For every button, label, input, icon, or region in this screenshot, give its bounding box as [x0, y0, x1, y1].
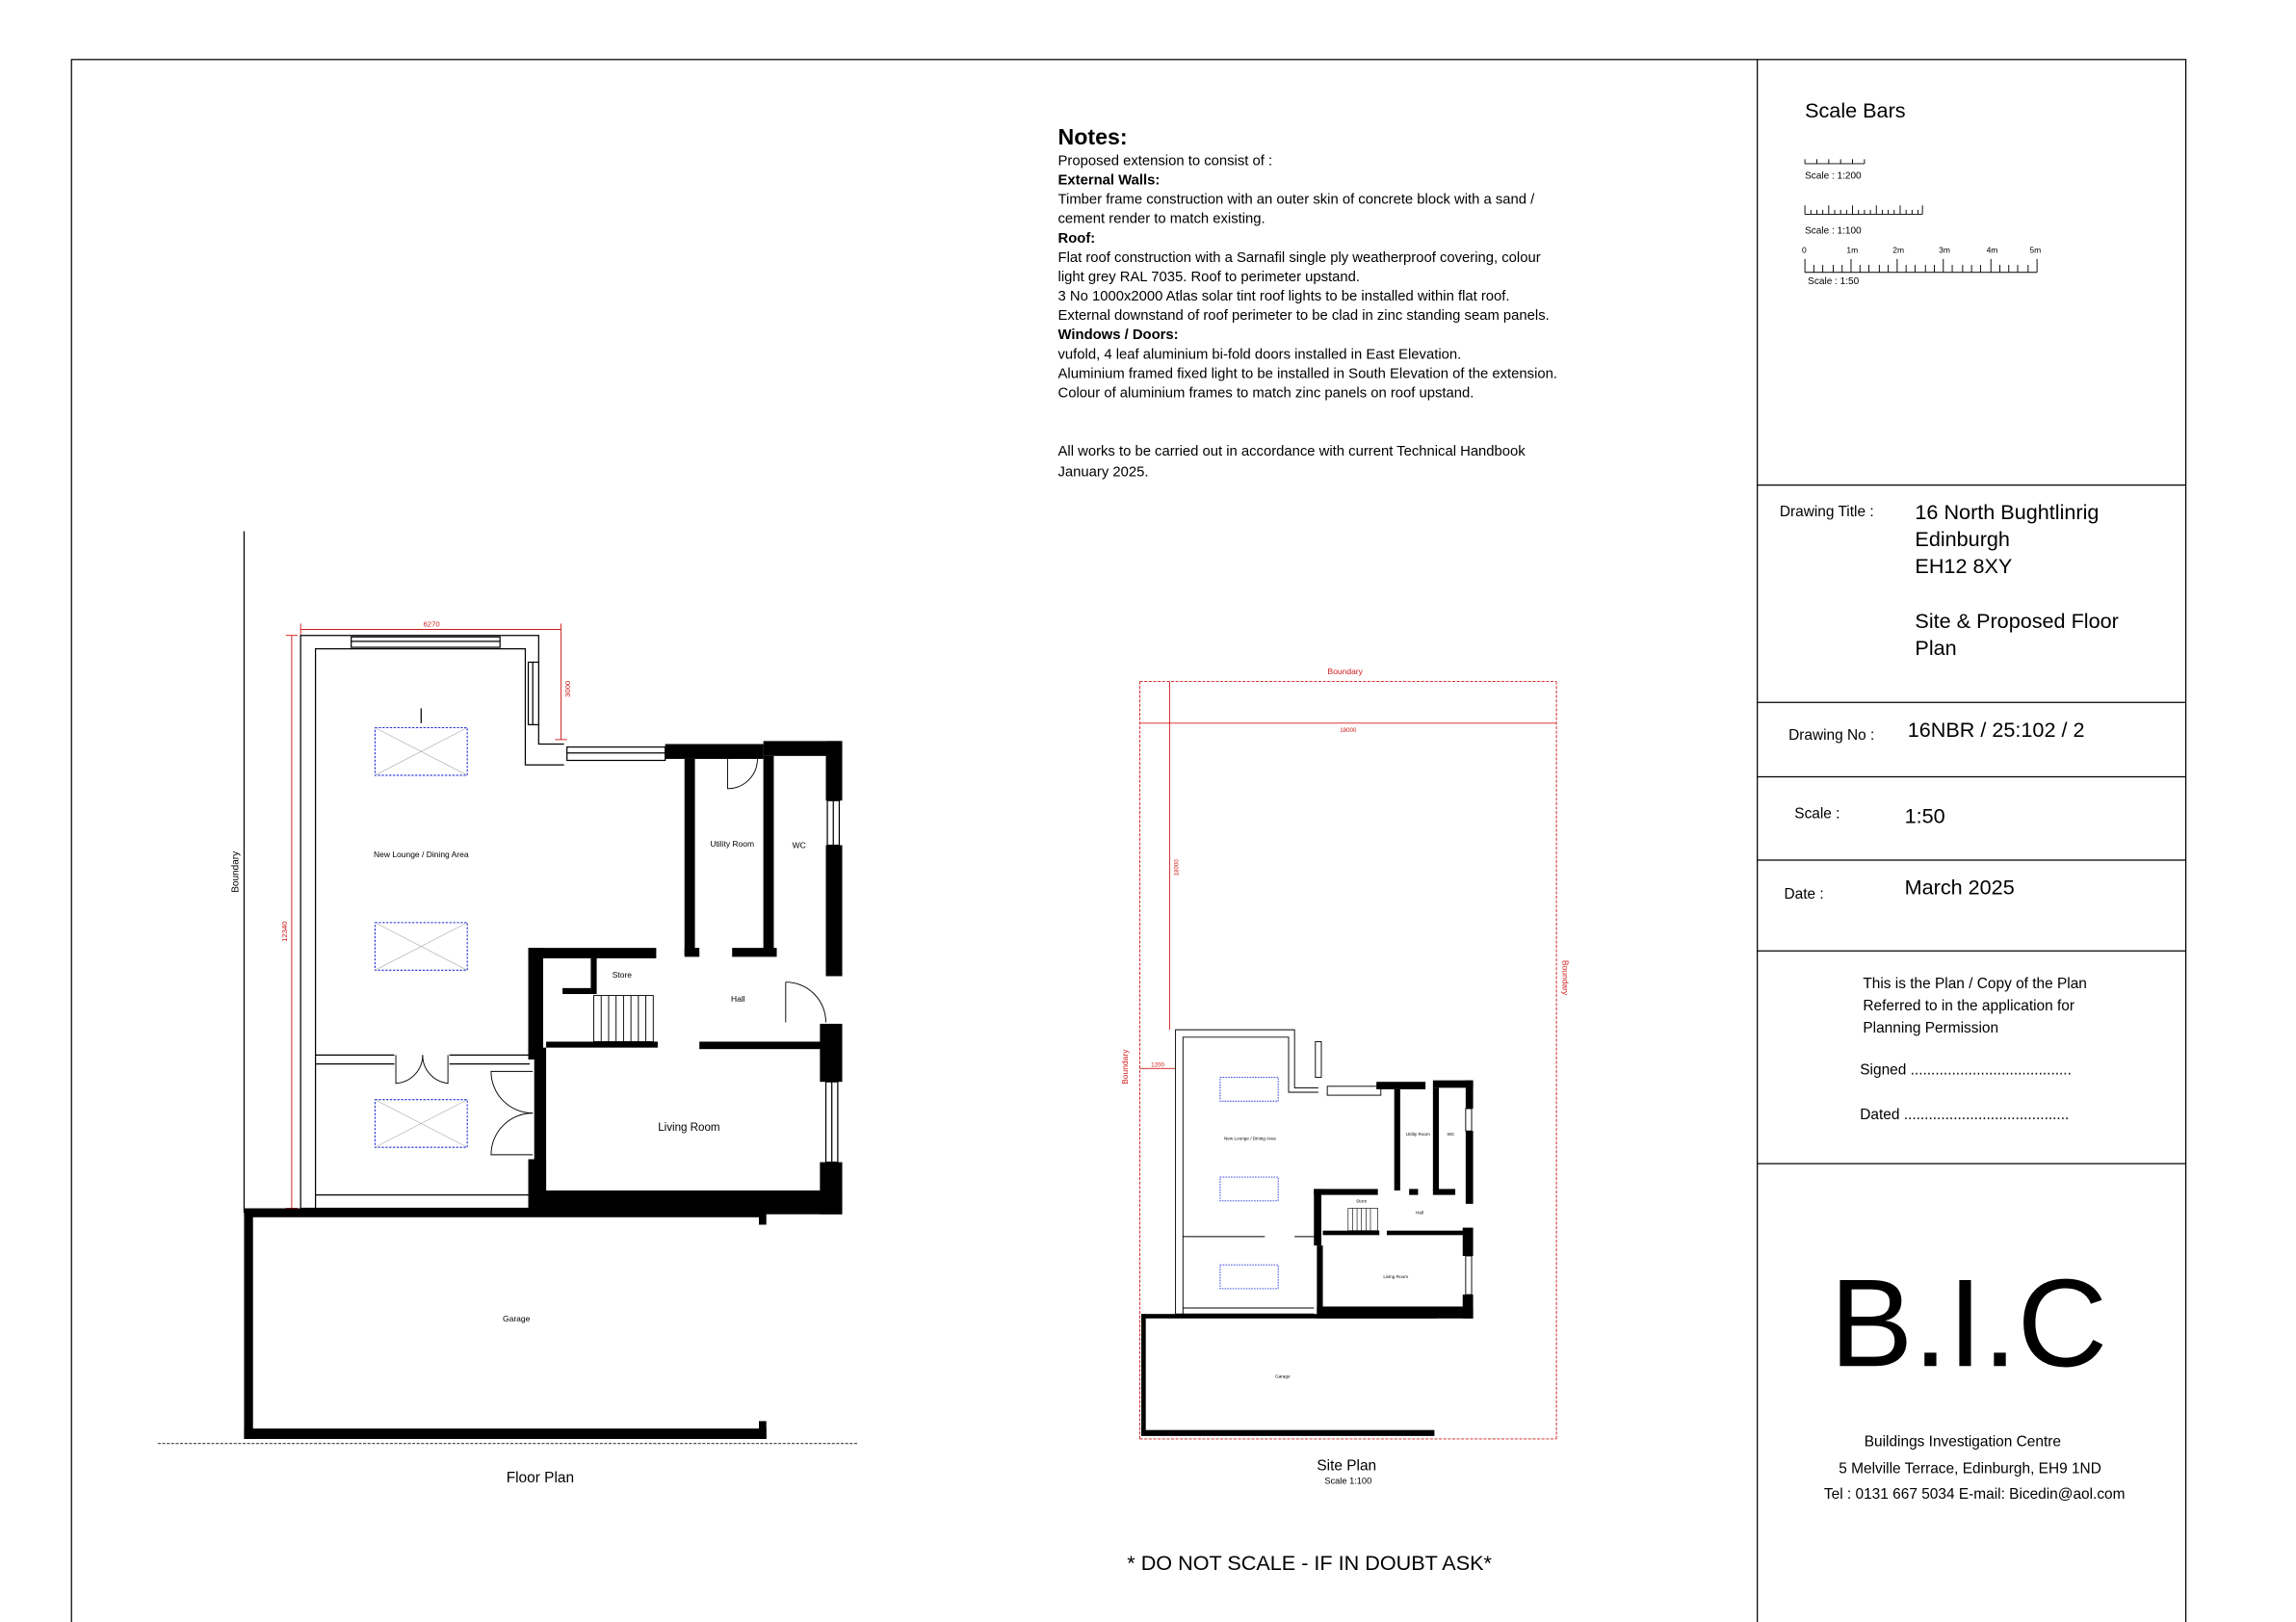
room-label-store: Store: [612, 970, 632, 981]
drawing-title-label: Drawing Title :: [1779, 504, 1874, 521]
site-room-label: Living Room: [1383, 1274, 1409, 1280]
notes-windows-heading: Windows / Doors:: [1057, 327, 1179, 344]
do-not-scale-warning: * DO NOT SCALE - IF IN DOUBT ASK*: [1127, 1550, 1492, 1575]
notes-intro: Proposed extension to consist of :: [1057, 153, 1273, 170]
scale-tick-label: 3m: [1939, 245, 1950, 255]
signed-line: Signed .......................................: [1860, 1061, 2072, 1079]
notes-footer-line: All works to be carried out in accordance with current Technical Handbook: [1057, 443, 1526, 459]
date-value: March 2025: [1904, 875, 2015, 900]
notes-line: vufold, 4 leaf aluminium bi-fold doors installed in East Elevation.: [1057, 347, 1462, 363]
drawing-title-line: Site & Proposed Floor: [1915, 608, 2119, 633]
room-label-hall: Hall: [731, 993, 745, 1004]
scale-value: 1:50: [1904, 803, 1945, 828]
notes-external-walls-heading: External Walls:: [1057, 172, 1161, 189]
scale-bar-1-100-label: Scale : 1:100: [1805, 225, 1862, 237]
dimension-label: 6270: [423, 619, 440, 629]
notes-line: External downstand of roof perimeter to be clad in zinc standing seam panels.: [1057, 308, 1550, 325]
notes-line: light grey RAL 7035. Roof to perimeter upstand.: [1057, 269, 1361, 285]
notes-line: Timber frame construction with an outer skin of concrete block with a sand /: [1057, 192, 1535, 208]
site-room-label: New Lounge / Dining Area: [1223, 1136, 1276, 1141]
room-label-lounge: New Lounge / Dining Area: [374, 849, 469, 859]
drawing-no: 16NBR / 25:102 / 2: [1907, 717, 2085, 742]
notes-line: Flat roof construction with a Sarnafil single ply weatherproof covering, colour: [1057, 249, 1541, 266]
approval-line: Referred to in the application for: [1863, 998, 2075, 1015]
room-label-living: Living Room: [658, 1122, 720, 1135]
notes-line: cement render to match existing.: [1057, 211, 1265, 227]
site-room-label: Hall: [1415, 1210, 1423, 1216]
drawing-title-line: 16 North Bughtlinrig: [1915, 500, 2100, 525]
site-boundary-label: Boundary: [1120, 1049, 1131, 1085]
scale-label: Scale :: [1794, 805, 1840, 823]
notes-roof-heading: Roof:: [1057, 230, 1096, 247]
scale-tick-label: 0: [1802, 245, 1807, 255]
site-plan-caption: Site Plan: [1317, 1457, 1377, 1475]
dimension-label: 18000: [1340, 727, 1357, 735]
room-label-utility: Utility Room: [710, 839, 755, 850]
scale-bar-1-50-label: Scale : 1:50: [1808, 276, 1860, 288]
scale-bars-title: Scale Bars: [1805, 98, 1906, 123]
approval-line: Planning Permission: [1863, 1020, 1999, 1037]
notes-line: Aluminium framed fixed light to be installed in South Elevation of the extension.: [1057, 366, 1557, 382]
site-boundary-label: Boundary: [1327, 666, 1363, 676]
scale-tick-label: 4m: [1986, 245, 1998, 255]
site-plan-scale: Scale 1:100: [1324, 1476, 1372, 1486]
scale-tick-label: 5m: [2029, 245, 2042, 255]
dimension-label: 12340: [280, 921, 290, 942]
company-name: Buildings Investigation Centre: [1864, 1433, 2061, 1451]
room-label-wc: WC: [792, 840, 806, 850]
drawing-title-line: Edinburgh: [1915, 526, 2010, 551]
dated-line: Dated ........................................: [1860, 1106, 2070, 1123]
scale-tick-label: 2m: [1892, 245, 1905, 255]
site-room-label: Utility Room: [1405, 1131, 1430, 1137]
scale-tick-label: 1m: [1846, 245, 1859, 255]
drawing-title-line: Plan: [1915, 635, 1957, 660]
dimension-label: 1200: [1151, 1061, 1164, 1069]
scale-bar-1-200-label: Scale : 1:200: [1805, 170, 1862, 182]
approval-line: This is the Plan / Copy of the Plan: [1863, 975, 2087, 992]
site-boundary-label: Boundary: [1560, 959, 1571, 996]
site-room-label: Garage: [1275, 1373, 1291, 1379]
floor-plan-caption: Floor Plan: [506, 1469, 575, 1486]
drawing-title-line: EH12 8XY: [1915, 553, 2013, 578]
drawing-no-label: Drawing No :: [1788, 726, 1875, 744]
site-room-label: WC: [1447, 1131, 1455, 1137]
room-label-garage: Garage: [503, 1313, 531, 1323]
notes-footer-line: January 2025.: [1057, 464, 1149, 481]
dimension-label: 3000: [562, 680, 572, 697]
notes-heading: Notes:: [1057, 123, 1128, 149]
dimension-label: 18000: [1173, 859, 1181, 876]
company-block: [1824, 1253, 2126, 1503]
company-logo: B.I.C: [1829, 1253, 2108, 1394]
company-address: 5 Melville Terrace, Edinburgh, EH9 1ND: [1839, 1460, 2101, 1478]
floor-plan-boundary-label: Boundary: [230, 850, 242, 893]
date-label: Date :: [1784, 886, 1824, 903]
company-contact: Tel : 0131 667 5034 E-mail: Bicedin@aol.com: [1823, 1485, 2126, 1503]
notes-line: Colour of aluminium frames to match zinc panels on roof upstand.: [1057, 385, 1474, 402]
site-room-label: Store: [1356, 1198, 1368, 1204]
notes-line: 3 No 1000x2000 Atlas solar tint roof lights to be installed within flat roof.: [1057, 289, 1510, 305]
